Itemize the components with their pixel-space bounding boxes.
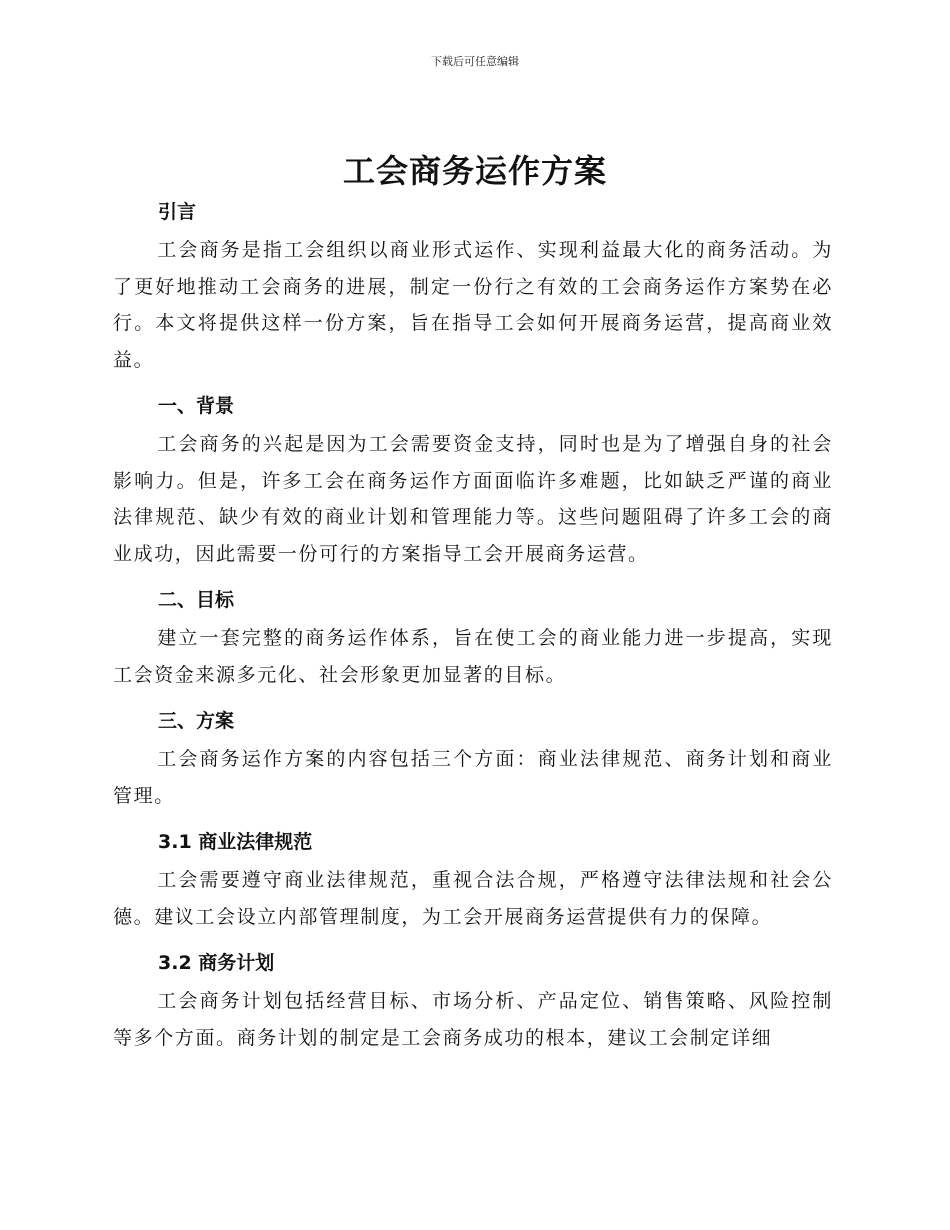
document-title: 工会商务运作方案 <box>342 152 607 190</box>
spacer <box>113 693 833 701</box>
section-text-business-plan: 工会商务计划包括经营目标、市场分析、产品定位、销售策略、风险控制等多个方面。商务计划的制定是工会商务成功的根本，建议工会制定详细 <box>113 990 833 1049</box>
section-heading-goal: 二、目标 <box>158 589 235 611</box>
spacer <box>113 572 833 580</box>
section-heading-plan: 三、方案 <box>158 710 235 732</box>
section-text-goal: 建立一套完整的商务运作体系，旨在使工会的商业能力进一步提高，实现工会资金来源多元化、社会形象更加显著的目标。 <box>113 627 833 686</box>
spacer <box>113 378 833 386</box>
spacer <box>113 814 833 822</box>
section-text-law: 工会需要遵守商业法律规范，重视合法合规，严格遵守法律法规和社会公德。建议工会设立内部管理制度，为工会开展商务运营提供有力的保障。 <box>113 869 833 928</box>
section-heading-law: 3.1 商业法律规范 <box>158 831 313 853</box>
page-header-note: 下载后可任意编辑 <box>431 55 519 68</box>
section-text-intro: 工会商务是指工会组织以商业形式运作、实现利益最大化的商务活动。为了更好地推动工会商务的进展，制定一份行之有效的工会商务运作方案势在必行。本文将提供这样一份方案，旨在指导工会如何开展商务运营，提高商业效益。 <box>113 239 833 371</box>
section-text-background: 工会商务的兴起是因为工会需要资金支持，同时也是为了增强自身的社会影响力。但是，许多工会在商务运作方面面临许多难题，比如缺乏严谨的商业法律规范、缺少有效的商业计划和管理能力等。这些问题阻碍了许多工会的商业成功，因此需要一份可行的方案指导工会开展商务运营。 <box>113 433 833 565</box>
section-text-plan: 工会商务运作方案的内容包括三个方面：商业法律规范、商务计划和商业管理。 <box>113 748 833 807</box>
spacer <box>113 935 833 943</box>
section-heading-background: 一、背景 <box>158 395 235 417</box>
document-body <box>113 192 833 1056</box>
section-heading-business-plan: 3.2 商务计划 <box>158 952 275 974</box>
section-heading-intro: 引言 <box>158 201 197 223</box>
